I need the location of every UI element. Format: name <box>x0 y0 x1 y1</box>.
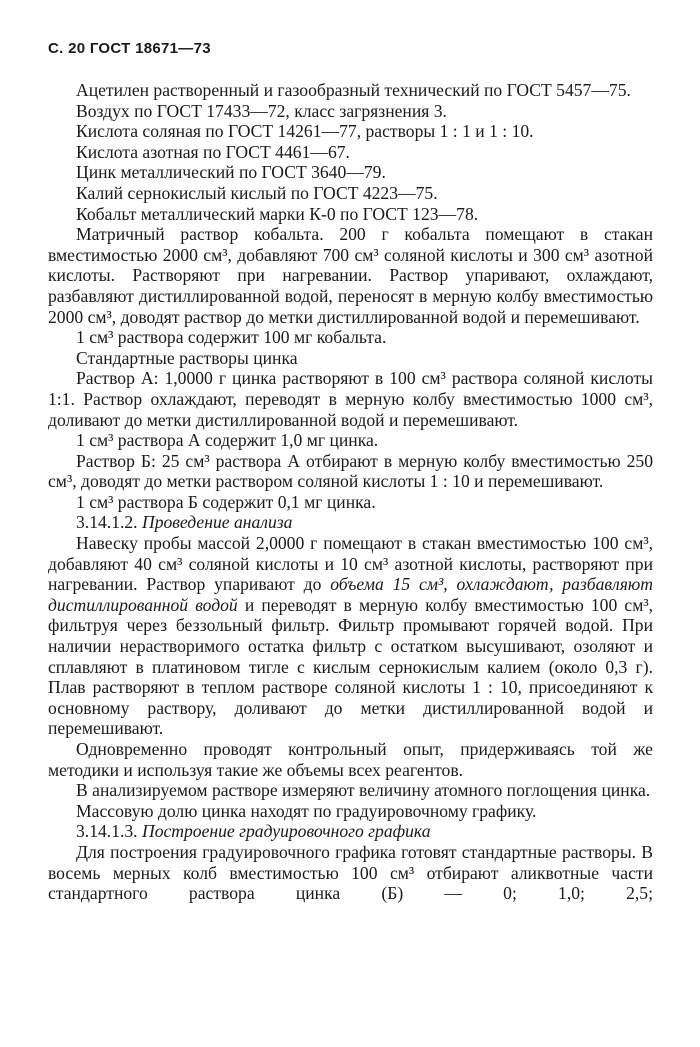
solution-b-content-paragraph: 1 см³ раствора Б содержит 0,1 мг цинка. <box>76 491 376 512</box>
section-3-14-1-2-number: 3.14.1.2. <box>76 512 138 533</box>
body-text <box>48 80 653 904</box>
mass-fraction-paragraph: Массовую долю цинка находят по градуировочному графику. <box>76 800 537 821</box>
calibration-paragraph: Для построения градуировочного графика готовят стандартные растворы. В восемь мерных колб вместимостью 100 см³ отбирают аликвотные части стандартного раствора цинка (Б) — 0; 1,0; 2,5; <box>48 841 653 904</box>
page-header: С. 20 ГОСТ 18671—73 <box>48 40 211 57</box>
analysis-text-part2: и переводят в мерную колбу вместимостью 100 см³, фильтруя через беззольный фильтр. Фильтр промывают горячей водой. При наличии нерастворимого остатка фильтр с остатком высушивают, озоляют и сплавляют в платиновом тигле с кислым сернокислым калием (около 0,3 г). Плав растворяют в теплом растворе соляной кислоты 1 : 10, присоединяют к основному раствору, доливают до метки дистиллированной водой и перемешивают. <box>48 594 653 739</box>
analysis-paragraph <box>48 533 653 739</box>
measurement-paragraph: В анализируемом растворе измеряют величину атомного поглощения цинка. <box>76 780 651 801</box>
reagent-cobalt: Кобальт металлический марки К-0 по ГОСТ 123—78. <box>76 203 479 224</box>
analysis-text-part1: Навеску пробы массой 2,0000 г помещают в стакан вместимостью 100 см³, добавляют 40 см³ соляной кислоты и 10 см³ азотной кислоты, растворяют при нагревании. Раствор упаривают до <box>48 533 653 595</box>
reagent-list <box>48 80 653 224</box>
section-3-14-1-3-heading <box>48 821 653 842</box>
solution-a-paragraph: Раствор А: 1,0000 г цинка растворяют в 100 см³ раствора соляной кислоты 1:1. Раствор охлаждают, переводят в мерную колбу вместимостью 1000 см³, доливают до метки дистиллированной водой и перемешивают. <box>48 368 653 430</box>
solution-a-content-paragraph: 1 см³ раствора А содержит 1,0 мг цинка. <box>76 430 379 451</box>
standard-solutions-heading: Стандартные растворы цинка <box>76 347 298 368</box>
matrix-content-paragraph: 1 см³ раствора содержит 100 мг кобальта. <box>76 327 387 348</box>
reagent-nitric-acid: Кислота азотная по ГОСТ 4461—67. <box>76 141 350 162</box>
section-3-14-1-3-number: 3.14.1.3. <box>76 821 138 842</box>
reagent-potassium-bisulfate: Калий сернокислый кислый по ГОСТ 4223—75. <box>76 182 438 203</box>
section-3-14-1-3-title: Построение градуировочного графика <box>141 821 431 842</box>
reagent-zinc: Цинк металлический по ГОСТ 3640—79. <box>76 162 386 183</box>
reagent-air: Воздух по ГОСТ 17433—72, класс загрязнения 3. <box>76 100 447 121</box>
analysis-text-italic: объема 15 см³, охлаждают, разбавляют дистиллированной водой <box>48 574 653 615</box>
matrix-solution-paragraph: Матричный раствор кобальта. 200 г кобальта помещают в стакан вместимостью 2000 см³, добавляют 700 см³ соляной кислоты и 300 см³ азотной кислоты. Растворяют при нагревании. Раствор упаривают, охлаждают, разбавляют дистиллированной водой, переносят в мерную колбу вместимостью 2000 см³, доводят раствор до метки дистиллированной водой и перемешивают. <box>48 224 653 327</box>
solution-b-paragraph: Раствор Б: 25 см³ раствора А отбирают в мерную колбу вместимостью 250 см³, доводят до метки раствором соляной кислоты 1 : 10 и перемешивают. <box>48 450 653 492</box>
reagent-acetylene: Ацетилен растворенный и газообразный технический по ГОСТ 5457—75. <box>76 80 631 100</box>
section-3-14-1-2-heading <box>48 512 653 533</box>
control-experiment-paragraph: Одновременно проводят контрольный опыт, придерживаясь той же методики и используя такие же объемы всех реагентов. <box>48 739 653 780</box>
section-3-14-1-2-title: Проведение анализа <box>141 512 293 533</box>
reagent-hydrochloric-acid: Кислота соляная по ГОСТ 14261—77, растворы 1 : 1 и 1 : 10. <box>76 121 534 142</box>
